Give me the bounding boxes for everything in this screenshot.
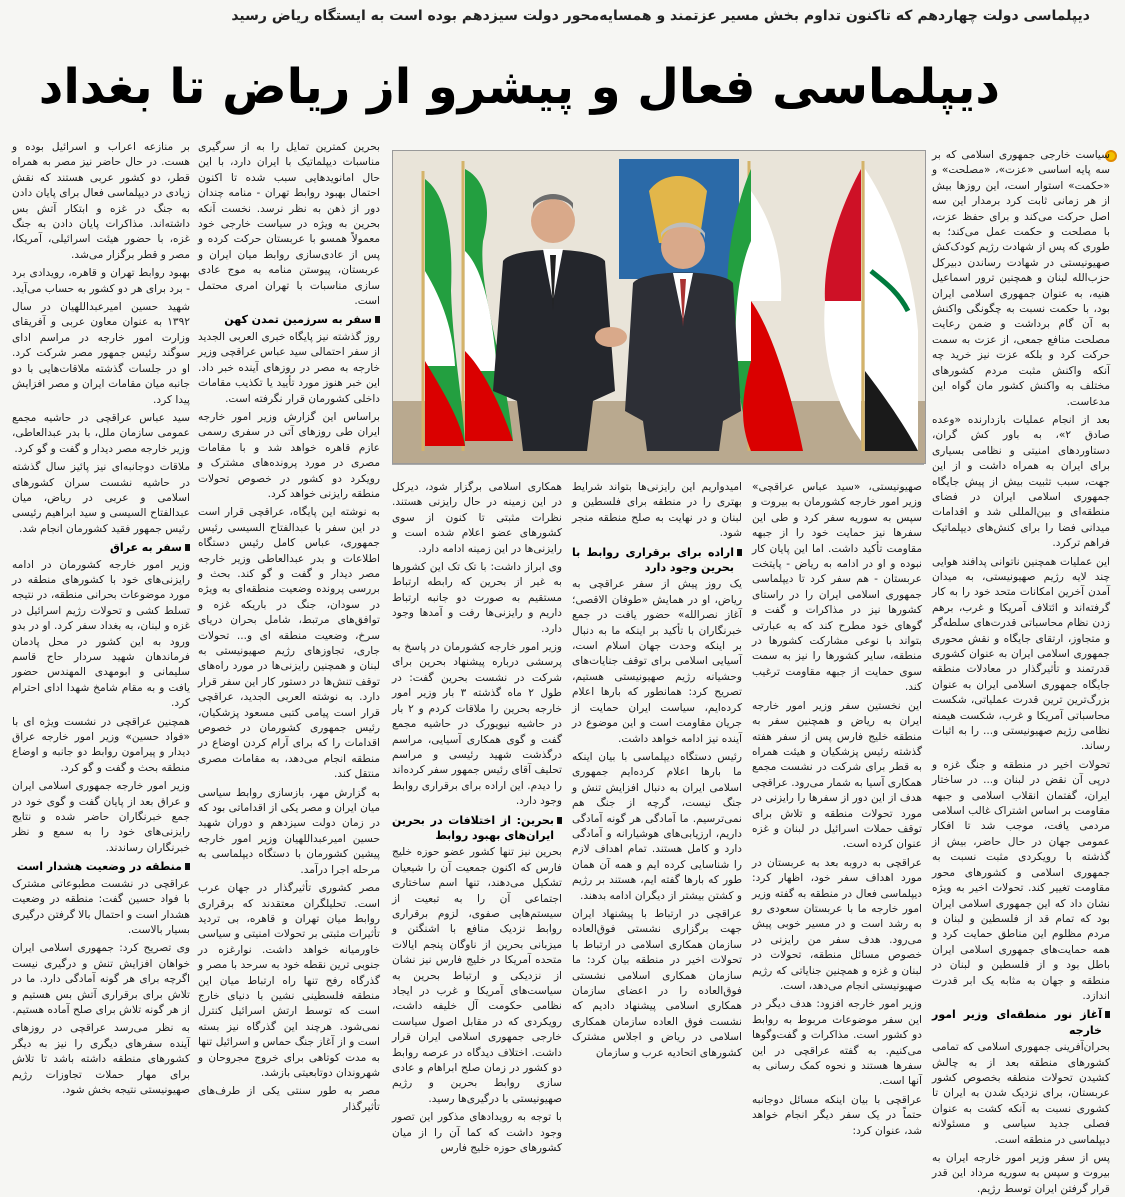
article-subheading: آغاز نور منطقه‌ای وزیر امور خارجه xyxy=(932,1007,1110,1038)
article-paragraph: بحران‌آفرینی جمهوری اسلامی که تمامی کشورهای منطقه بعد از به چالش کشیدن تحولات منطقه بخصوص کشور عربستان، برای نزدیک شدن به ایران تا کشوری نسبت به آنکه کشت به عنوان فصلی جدید سیاسی و مسئولانه دیپلماسی در منطقه است. xyxy=(932,1041,1110,1146)
article-paragraph: به گزارش مهر، بازسازی روابط سیاسی میان ایران و مصر یکی از اقداماتی بود که در زمان دولت سیزدهم و دوران شهید حسین امیرعبداللهیان وزیر امور خارجه پیشین کشورمان با دستگاه دیپلماسی به مرحله اجرا درآمد. xyxy=(198,786,380,876)
article-paragraph: ملاقات دوجانبه‌ای نیز پائیز سال گذشته در حاشیه نشست سران کشورهای اسلامی و عربی در ریاض، میان عبدالفتاح السیسی و سید ابراهیم رئیسی رئیس جمهور فقید کشورمان انجام شد. xyxy=(12,461,190,535)
article-column-4 xyxy=(392,480,562,1155)
article-kicker: دیپلماسی دولت چهاردهم که تاکنون تداوم بخش مسیر عزتمند و همسایه‌محور دولت سیزدهم بوده است به ایستگاه ریاض رسید xyxy=(231,8,1090,24)
article-paragraph: صهیونیستی، «سید عباس عراقچی» وزیر امور خارجه کشورمان به بیروت و سپس به سوریه سفر کرد و طی این سفرها نیز حمایت خود را از جبهه مقاومت تأکید داشت. اما این پایان کار نبوده و او در ادامه به ریاض - پایتخت عربستان - هم سفر کرد تا دیپلماسی جمهوری اسلامی ایران را در راستای کشورها نیز در مذاکرات و گفت و گوهای خود مطرح کند که به عبارتی بتواند با نوعی مشارکت کشورها در منطقه، سایر کشورها را نیز به سمت سوی حمایت از جبهه مقاومت ترغیب کند. xyxy=(752,481,922,694)
article-subheading: سفر به سرزمین تمدن کهن xyxy=(198,312,380,327)
article-paragraph: به نظر می‌رسد عراقچی در روزهای آینده سفرهای دیگری را نیز به دیگر کشورهای منطقه داشته باشد تا تلاش برای مهار حملات تجاوزات رژیم صهیونیستی نتیجه بخش شود. xyxy=(12,1022,190,1096)
article-paragraph: همچنین عراقچی در نشست ویژه ای با «فواد حسین» وزیر امور خارجه عراق دیدار و پیرامون روابط دو جانبه و اوضاع منطقه بحث و گفت و گو کرد. xyxy=(12,715,190,774)
article-column-2 xyxy=(752,480,922,1137)
article-paragraph: بر منازعه اعراب و اسرائیل بوده و هست. در حال حاضر نیز مصر به همراه قطر، دو کشور عربی هستند که نقش زیادی در دیپلماسی فعال برای پایان دادن به جنگ در غزه و ابتکار آتش بس داشته‌اند. مذاکرات پایان دادن به جنگ غزه، با حضور هیئت اسرائیلی، آمریکا، مصر و قطر برگزار می‌شد. xyxy=(12,141,190,261)
article-subheading: اراده برای برقراری روابط با بحرین وجود دارد xyxy=(572,545,742,576)
article-paragraph: یک روز پیش از سفر عراقچی به ریاض، او در همایش «طوفان الاقصی؛ آغاز نصرالله» حضور یافت در جمع خبرنگاران با تأکید بر اینکه ما به دنبال بر اینکه وحدت جهان اسلام است، آسیایی اسلامی برای توقف جنایات‌های وحشیانه رژیم صهیونیستی هستیم، تصریح کرد: همانطور که بارها اعلام کرده‌ایم، سیاست ایران حمایت از جریان مقاومت است و این موضوع در آینده نیز ادامه خواهد داشت. xyxy=(572,578,742,745)
article-paragraph: رئیس دستگاه دیپلماسی با بیان اینکه ما بارها اعلام کرده‌ایم جمهوری اسلامی ایران به دنبال افزایش تنش و جنگ نیست، گرچه از جنگ هم نمی‌ترسیم. ما آمادگی هر گونه آمادگی داریم، ارزیابی‌های هوشیارانه و آمادگی دارد و کامل هستند. تمام اهداف لازم را شناسایی کرده ایم و همه آن همان طور که بارها گفته ایم، هستند بر رژیم و کشتن بیشتر از دیگران ادامه بدهند. xyxy=(572,750,742,902)
article-subheading: سفر به عراق xyxy=(12,540,190,555)
article-paragraph: بعد از انجام عملیات بازدارنده «وعده صادق ۲»، به باور کش گران، دستاوردهای امنیتی و نظامی بسیاری برای ایران به همراه داشت و از این جهت، سبب تثبیت بیش از پیش جایگاه جمهوری اسلامی ایران در فضای منطقه‌ای و بین‌المللی شد و اقدامات میدانی فضا را برای کنش‌های دیپلماتیک فراهم ترکرد. xyxy=(932,413,1110,550)
article-paragraph: با توجه به رویدادهای مذکور این تصور وجود داشت که کما آن را از میان کشورهای حوزه خلیج فارس xyxy=(392,1111,562,1155)
article-paragraph: وزیر امور خارجه کشورمان در ادامه رایزنی‌های خود با کشورهای منطقه در مورد موضوعات بحرانی منطقه، در نتیجه تسلط کشی و تحولات رژیم اسرائیل در غزه و لبنان، به بغداد سفر کرد. او در بدو ورود به این کشور در محل پادمان فرماندهان شهید سردار حاج قاسم سلیمانی و ابومهدی المهندس حضور یافت و به مقام شامخ شهدا ادای احترام کرد. xyxy=(12,558,190,710)
article-paragraph: وزیر امور خارجه کشورمان در پاسخ به پرسشی درباره پیشنهاد بحرین برای شرکت در نشست بحرین گفت: در طول ۲ ماه گذشته ۳ بار وزیر امور خارجه بحرین را ملاقات کردم و ۲ بار در حاشیه نیویورک در حاشیه مجمع گفت و گوی همکاری آسیایی، مراسم درگذشت شهید رئیسی و مراسم تحلیف آقای رئیس جمهور سفر کرده‌اند را دیدم. این اراده برای برقراری روابط وجود دارد. xyxy=(392,641,562,808)
article-paragraph: عراقچی به دروبه بعد به عربستان در مورد اهداف سفر خود، اظهار کرد: دیپلماسی فعال در منطقه به گفته وزیر امور خارجه ما با عربستان سعودی رو به رشد است و در مسیر خوبی پیش می‌رود. هدف سفر من رایزنی در خصوص مسائل منطقه، تحولات در لبنان و غزه و همچنین جنایاتی که رژیم صهیونیستی انجام می‌دهد، است. xyxy=(752,856,922,992)
article-paragraph: بحرین نیز تنها کشور عضو حوزه خلیج فارس که اکنون جمعیت آن را شیعیان تشکیل می‌دهند، تنها اسم ساختاری اجتماعی آن را به تبعیت از سیستم‌هایی صفوی، لزوم برقراری روابط نزدیک منافع با اشنگتن و میزبانی بحرین از ناوگان پنجم ایالات متحده آمریکا در خلیج فارس نیز نشان از نزدیکی و ارتباط بحرین به سیاست‌های آمریکا و غرب در ایجاد نظامی حکومت آل خلیفه داشت، رویکردی که در مقابل اصول سیاست خارجی جمهوری اسلامی ایران قرار داشت. اختلاف دیدگاه در عرصه روابط دو کشور در زمان صلح ابراهام و عادی سازی روابط بحرین و رژیم صهیونیستی با درگیری‌ها رسید. xyxy=(392,846,562,1105)
article-column-3 xyxy=(572,480,742,1059)
article-paragraph: این نخستین سفر وزیر امور خارجه ایران به ریاض و همچنین سفر به منطقه خلیج فارس پس از سفر هفته گذشته رئیس پزشکیان و هیئت همراه به قطر برای شرکت در نشست مجمع همکاری آسیا به شمار می‌رود. عراقچی هدف از این دور از سفرها را رایزنی در مورد تحولات منطقه و تلاش برای توقف حملات اسرائیل در لبنان و غزه عنوان کرده است. xyxy=(752,699,922,851)
news-photo xyxy=(392,150,926,464)
article-paragraph: وزیر امور خارجه افزود: هدف دیگر در این سفر موضوعات مربوط به روابط دو کشور است. مذاکرات و گفت‌وگوها می‌کنیم. به گفته عراقچی در این سفرها هستند و نحوه کمک رسانی به آنها است. xyxy=(752,998,922,1088)
article-paragraph: تحولات اخیر در منطقه و جنگ غزه و درپی آن نقض در لبنان و... در ساختار ایران، گفتمان انقلاب اسلامی و جبهه مقاومت بر اساس اشتراک غالب اسلامی مردمی یافت، موجب شد تا افکار عمومی جهان در حال حاضر، بیش از گذشته با رویکردی مثبت نسبت به جمهوری اسلامی و کشورهای محور مقاومت تغییر کند. تحولات اخیر به ویژه نشان داد که این جمهوری اسلامی ایران بود که تمام قد از فلسطین و لبنان و مردم مظلوم این مناطق حمایت کرد و همه حمایت‌های جمهوری اسلامی ایران باطل بود و از فلسطین و لبنان در منطقه و جهان به مثابه یک ابر قدرت اندازد. xyxy=(932,758,1110,1002)
article-paragraph: عراقچی در ارتباط با پیشنهاد ایران جهت برگزاری نشستی فوق‌العاده سازمان همکاری اسلامی در ارتباط با تحولات اخیر در منطقه بیان کرد: ما سازمان همکاری اسلامی نشستی فوق‌العاده را در اعضای سازمان همکاری اسلامی پیشنهاد دادیم که نشست فوق العاده سازمان همکاری اسلامی در ریاض و اجلاس مشترک کشورهای اتحادیه عرب و سازمان xyxy=(572,907,742,1059)
article-paragraph: براساس این گزارش وزیر امور خارجه ایران طی روزهای آتی در سفری رسمی عازم قاهره خواهد شد و با مقامات مصری در مورد پرونده‌های مشترک و رویکرد دو کشور در خصوص تحولات منطقه رایزنی خواهد کرد. xyxy=(198,410,380,500)
article-column-5 xyxy=(198,140,380,1113)
article-paragraph: سید عباس عراقچی در حاشیه مجمع عمومی سازمان ملل، با بدر عبدالعاطی، وزیر خارجه مصر دیدار و گفت و گو کرد. xyxy=(12,411,190,455)
article-paragraph: بحرین کمترین تمایل را به از سرگیری مناسبات دیپلماتیک با ایران دارد، با این حال امانویدهایی سبب شده تا اکنون احتمال بهبود روابط تهران - منامه چندان دور از ذهن به نظر نرسد. نخست آنکه بحرین به ویژه در سیاست خارجی خود معمولاً همسو با عربستان حرکت کرده و پس از عادی‌سازی روابط میان ایران و عربستان، پیوستن منامه به موج عادی سازی مناسبات با تهران امری محتمل است. xyxy=(198,141,380,308)
article-paragraph: به نوشته این پایگاه، عراقچی قرار است در این سفر با عبدالفتاح السیسی رئیس جمهوری، عباس کامل رئیس دستگاه اطلاعات و بدر عبدالعاطی وزیر خارجه مصر دیدار و گفت و گو کند. بحث و بررسی پرونده وضعیت منطقه‌ای به ویژه در سودان، جنگ در باریکه غزه و توافق‌های مرتبط، شامل بحران دریای سرخ، وضعیت منطقه ای و... تحولات جاری، تجاوزهای رژیم صهیونیستی به لبنان و همچنین رایزنی‌ها در مورد راه‌های توقف تنش‌ها در دستور کار این سفر قرار دارد. به نوشته العربی الجدید، عراقچی قرار است پیامی کتبی مسعود پزشکیان، رئیس جمهوری کشورمان در خصوص اقدامات را که برای آرام کردن اوضاع در منطقه انجام می‌دهد، به مقامات مصری منتقل کند. xyxy=(198,506,380,781)
article-column-1 xyxy=(932,148,1110,1195)
article-paragraph: این عملیات همچنین ناتوانی پدافند هوایی چند لایه رژیم صهیونیستی، به میدان آمدن آخرین امکانات متحد خود را به کار گرفته‌اند و ائتلاف آمریکا و غرب، برهم زدن نظام محاسباتی قدرت‌های سلطه‌گر و متجاوز، ارتقای جایگاه و نقش محوری جمهوری اسلامی ایران به عنوان کشوری قدرتمند و تأثیرگذار در معادلات منطقه جایگاه جمهوری اسلامی ایران به عنوان بزرگ‌ترین ترین قدرت عملیاتی، شکست محاسباتی آمریکا و غرب، شکست هیمنه نظامی رژیم صهیونیستی و... را به اثبات رساند. xyxy=(932,555,1110,753)
article-paragraph: مصر کشوری تأثیرگذار در جهان عرب است. تحلیلگران معتقدند که برقراری روابط میان تهران و قاهره، بی تردید تأثیرات مثبتی بر تحولات امنیتی و سیاسی خاورمیانه خواهد داشت. نوارغزه در جنوبی ترین نقطه خود به سرحد با مصر و گذرگاه رفح تنها راه ارتباط میان این منطقه فلسطینی نشین با دنیای خارج است که توسط ارتش اسرائیل کنترل نمی‌شود. هرچند این گذرگاه نیز بسته است و از آغاز جنگ حماس و اسرائیل تنها به مدت کوتاهی برای خروج مجروحان و شهروندان دوتابعیتی بازشد. xyxy=(198,882,380,1079)
photo-caption-rule xyxy=(392,464,924,475)
article-paragraph: وی تصریح کرد: جمهوری اسلامی ایران خواهان افزایش تنش و درگیری نیست اگرچه برای هر گونه آمادگی دارد. ما در تلاش برای برقراری آتش بس هستیم و از هر گونه تلاش برای صلح آماده هستیم. xyxy=(12,942,190,1016)
article-column-6 xyxy=(12,140,190,1096)
article-paragraph: بهبود روابط تهران و قاهره، رویدادی برد - برد برای هر دو کشور به حساب می‌آید. xyxy=(12,267,190,295)
article-paragraph: سیاست خارجی جمهوری اسلامی که بر سه پایه اساسی «عزت»، «مصلحت» و «حکمت» استوار است، این روزها بیش از هر زمانی ثابت کرد برمدار این سه اصل حرکت می‌کند و برای حفظ عزت، با مصلحت و حکمت عمل می‌کند؛ به طوری که پس از شهادت رژیم کودک‌کش صهیونیستی در شهادت رساندن دبیرکل حزب‌الله لبنان و همچنین ترور اسماعیل هنیه، به‌ عنوان جمهوری اسلامی ایران بود، با حکمت نسبت به چگونگی واکنش به آن گام برداشت و ضمن رعایت مصلحت منافع جمعی، از عزت به سمت حرکت کرد و بلکه عزت نیز خرید چه آنکه واکنش مثبت مردم کشورهای مختلف به واکنش کشور مان گواه این مدعاست. xyxy=(932,149,1110,408)
article-paragraph: وزیر امور خارجه جمهوری اسلامی ایران و عراق بعد از پایان گفت و گوی خود در جمع خبرنگاران حاضر شده و نتایج رایزنی‌های خود را به سمع و نظر خبرنگاران رساندند. xyxy=(12,780,190,854)
article-paragraph: پس از سفر وزیر امور خارجه ایران به بیروت و سپس به سوریه مرداد این قدر قرار گرفتن ایران توسط رژیم. xyxy=(932,1152,1110,1195)
photo-illustration xyxy=(393,151,925,463)
article-paragraph: شهید حسین امیرعبداللهیان در سال ۱۳۹۲ به عنوان معاون عربی و آفریقای وزارت امور خارجه در مراسم ادای سوگند رئیس جمهور مصر شرکت کرد. او در جلسات گذشته ملاقات‌هایی با دو جانبه میان مقامات ایران و مصر افزایش پیدا کرد. xyxy=(12,301,190,406)
article-paragraph: امیدواریم این رایزنی‌ها بتواند شرایط بهتری را در منطقه برای فلسطین و لبنان و در نهایت به صلح منطقه منجر شود. xyxy=(572,481,742,540)
article-paragraph: مصر به طور سنتی یکی از طرف‌های تأثیرگذار xyxy=(198,1085,380,1113)
handshake xyxy=(595,327,627,347)
article-headline: دیپلماسی فعال و پیشرو از ریاض تا بغداد xyxy=(38,59,1000,115)
article-paragraph: عراقچی در نشست مطبوعاتی مشترک با فواد حسین گفت: منطقه در وضعیت هشدار است و احتمال بالا گرفتن درگیری بسیار بالاست. xyxy=(12,877,190,936)
article-paragraph: روز گذشته نیز پایگاه خبری العربی الجدید از سفر احتمالی سید عباس عراقچی وزیر خارجه به مصر در روزهای آینده خبر داد. این خبر هنوز مورد تأیید یا تکذیب مقامات داخلی کشورمان قرار نگرفته است. xyxy=(198,330,380,405)
article-paragraph: وی ابراز داشت: با تک تک این کشورها به غیر از بحرین که رابطه ارتباط مستقیم به صورت دو جانبه ارتباط داریم و رایزنی‌ها رفت و آمدها وجود دارد. xyxy=(392,561,562,635)
article-paragraph: همکاری اسلامی برگزار شود، دیرکل در این زمینه در حال رایزنی هستند. نظرات مثبتی تا کنون از سوی کشورهای عضو اعلام شده است و رایزنی‌ها در این زمینه ادامه دارد. xyxy=(392,481,562,555)
article-subheading: بحرین: از اختلافات در بحرین ایران‌های بهبود روابط xyxy=(392,813,562,844)
article-paragraph: عراقچی با بیان اینکه مسائل دوجانبه حتماً در یک سفر دیگر انجام خواهد شد، عنوان کرد: xyxy=(752,1093,922,1137)
article-subheading: منطقه در وضعیت هشدار است xyxy=(12,859,190,874)
